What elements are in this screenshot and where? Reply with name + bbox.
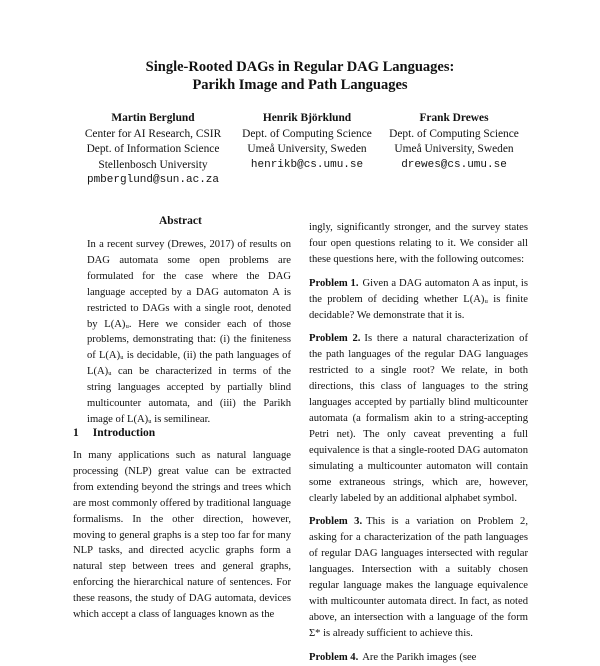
author-affiliation: Center for AI Research, CSIR (84, 127, 222, 140)
author-email[interactable]: henrikb@cs.umu.se (250, 158, 364, 171)
section-title: Introduction (92, 427, 156, 439)
author-affiliation: Umeå University, Sweden (394, 143, 514, 155)
title-line-2: Parikh Image and Path Languages (192, 77, 408, 93)
author-name: Martin Berglund (111, 112, 195, 124)
problem-label: Problem 2. (309, 333, 361, 345)
problem-label: Problem 3. (309, 516, 363, 528)
author-affiliation: Dept. of Computing Science (389, 127, 519, 140)
section-number: 1 (73, 427, 79, 439)
author-email[interactable]: pmberglund@sun.ac.za (86, 174, 220, 186)
introduction-text: In many applications such as natural language processing (NLP) great value can be extracted from extending beyond the strings and trees which are most commonly offered by traditional language formalisms. In the other direction, however, moving to general graphs is a step too far for many NLP tasks, and directed acyclic graphs form a natural step between trees and general graphs, enforcing the hierarchical nature of sentences. For these reasons, the study of DAG automata, devices which accept a class of languages known as the (73, 450, 291, 621)
problem-text: This is a variation on Problem 2, asking for a characterization of the path languages of regular DAG languages intersected with regular languages. Intersection with a suitably chosen regular language makes the language equivalence with multicounter automata direct. In fact, as noted above, an intersection with a language of the form Σ* is already sufficient to achieve this. (309, 516, 528, 639)
problem-text: Is there a natural characterization of the path languages of the regular DAG languages restricted to a single root? We relate, in both directions, this class of languages to the string languages accepted by partially blind multicounter automata (a formalism akin to a string-accepting Petri net). The only caveat preventing a full equivalence is that a single-rooted DAG automaton simulating a multicounter automaton will contain some extraneous strings, which are, however, clearly labeled by an additional alphabet symbol. (309, 333, 528, 504)
problem-3 (309, 514, 528, 641)
author-affiliation: Umeå University, Sweden (247, 143, 367, 155)
section-heading (73, 427, 155, 439)
title-line-1: Single-Rooted DAGs in Regular DAG Languages: (145, 59, 455, 75)
author-1 (73, 111, 233, 189)
author-affiliation: Dept. of Information Science (86, 143, 220, 155)
problem-label: Problem 1. (309, 277, 359, 289)
author-3 (381, 111, 527, 173)
problem-4 (309, 650, 528, 666)
problem-2 (309, 331, 528, 506)
problem-text: Given a DAG automaton A as input, is the problem of deciding whether L(A)ᵤ is finite decidable? We demonstrate that it is. (309, 277, 528, 321)
author-email[interactable]: drewes@cs.umu.se (401, 158, 507, 171)
author-name: Frank Drewes (419, 112, 489, 124)
author-affiliation: Stellenbosch University (98, 158, 208, 171)
abstract-text: In a recent survey (Drewes, 2017) of results on DAG automata some open problems are formulated for the case where the DAG language accepted by a DAG automaton A is restricted to DAGs with a single root, denoted by L(A)ᵤ. Here we consider each of those problems, demonstrating that: (i) the finiteness of L(A)ᵤ is decidable, (ii) the path languages of L(A)ᵤ can be characterized in terms of the string languages accepted by partially blind multicounter automata, and (iii) the Parikh image of L(A)ᵤ is semilinear. (87, 239, 291, 425)
author-name: Henrik Björklund (262, 112, 352, 124)
continuation-paragraph: ingly, significantly stronger, and the survey states four open questions relating to it. We consider all these questions here, with the following outcomes: (309, 222, 528, 265)
problem-text: Are the Parikh images (see (362, 651, 477, 663)
paper-title (0, 58, 600, 94)
author-affiliation: Dept. of Computing Science (242, 127, 372, 140)
problem-label: Problem 4. (309, 651, 359, 663)
right-column (309, 220, 528, 666)
abstract-heading: Abstract (159, 215, 202, 227)
author-2 (233, 111, 381, 173)
problem-1 (309, 276, 528, 324)
